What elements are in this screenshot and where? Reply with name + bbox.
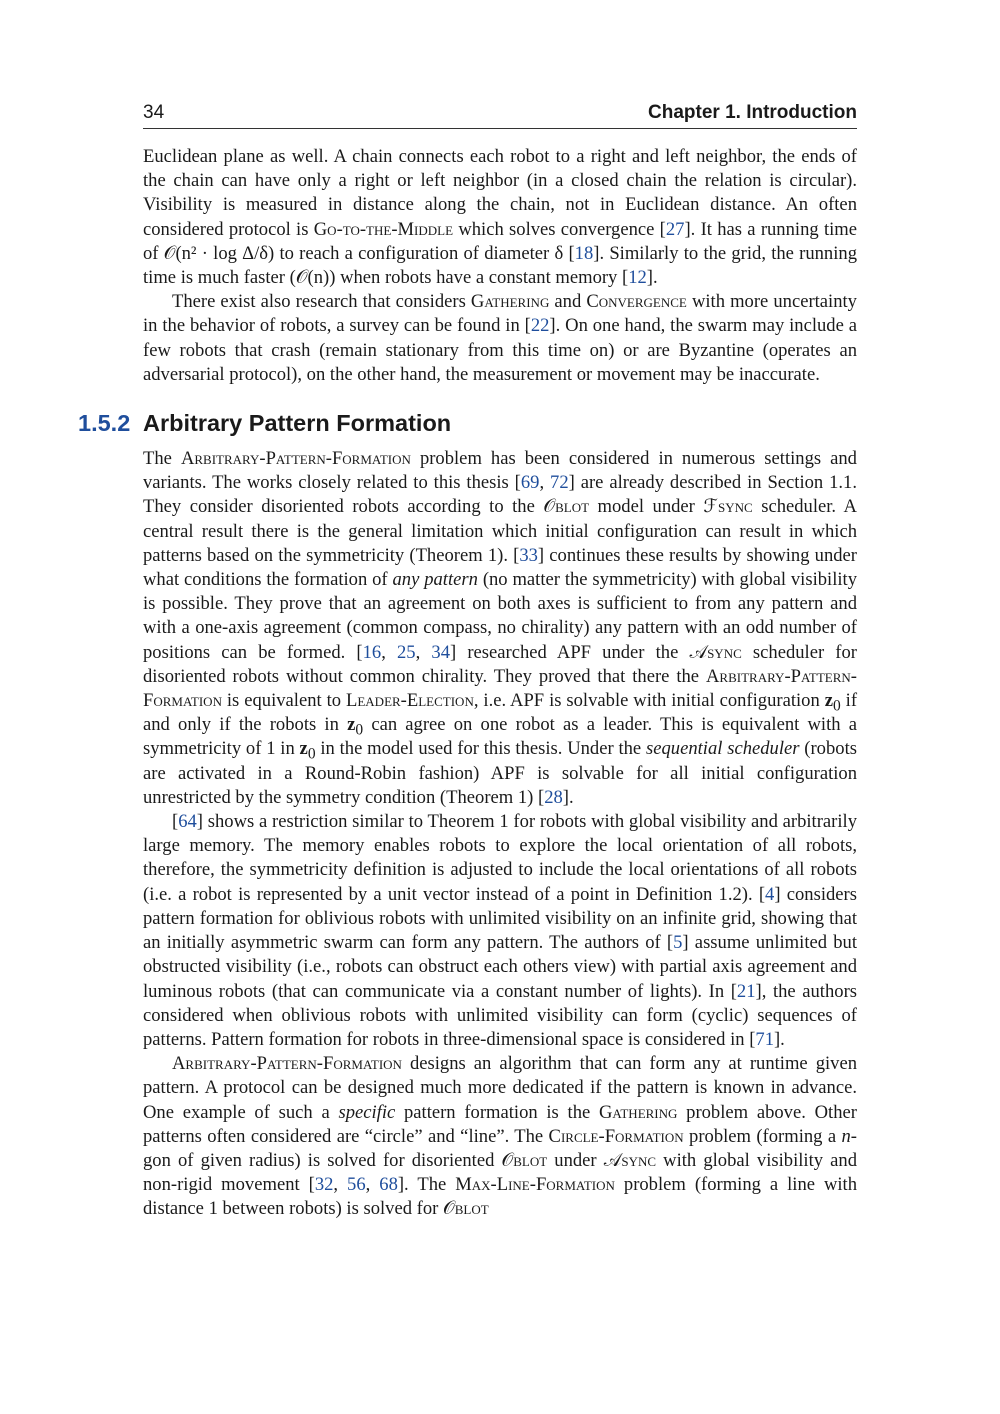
section-heading: [78, 409, 857, 437]
citation-link[interactable]: 5: [673, 932, 683, 954]
paragraph-apf-intro: The Arbitrary-Pattern-Formation problem has been considered in numerous settings and variants. The works closely related to this thesis [69, 72] are already described in Section 1.1. They consider disoriented robots according to the 𝒪blot model under ℱsync scheduler. A central result there is the general limitation which initial configuration can result in which patterns based on the symmetricity (Theorem 1). [33] continues these results by showing under what conditions the formation of any pattern (no matter the symmetricity) with global visibility is possible. They prove that an agreement on both axes is sufficient to from any pattern and with a one-axis agreement (common compass, no chirality) any pattern with an odd number of positions can be formed. [16, 25, 34] researched APF under the 𝒜sync scheduler for disoriented robots without common chirality. They proved that there the Arbitrary-Pattern-Formation is equivalent to Leader-Election, i.e. APF is solvable with initial configuration $z_0$ if and only if the robots in $z_0$ can agree on one robot as a leader. This is equivalent with a symmetricity of 1 in $z_0$ in the model used for this thesis. Under the sequential scheduler (robots are activated in a Round-Robin fashion) APF is solvable for all initial configuration unrestricted by the symmetry condition (Theorem 1) [28].: [143, 448, 858, 808]
citation-link[interactable]: 4: [765, 883, 775, 905]
paragraph-specific-patterns: Arbitrary-Pattern-Formation designs an algorithm that can form any at runtime given pattern. A protocol can be designed much more dedicated if the pattern is known in advance. One example of such a specific pattern formation is the Gathering problem above. Other patterns often considered are “circle” and “line”. The Circle-Formation problem (forming a n-gon of given radius) is solved for disoriented 𝒪blot under 𝒜sync with global visibility and non-rigid movement [32, 56, 68]. The Max-Line-Formation problem (forming a line with distance 1 between robots) is solved for 𝒪blot: [143, 1053, 858, 1220]
citation-link[interactable]: 33: [519, 544, 538, 566]
citation-link[interactable]: 16: [362, 641, 382, 663]
citation-link[interactable]: 56: [347, 1174, 366, 1196]
paragraph-memory-restriction: [64] shows a restriction similar to Theorem 1 for robots with global visibility and arbitrarily large memory. The memory enables robots to explore the local orientation of all robots, therefore, the symmetricity definition is adjusted to include the local orientations of all robots (i.e. a robot is represented by a unit vector instead of a point in Definition 1.2). [4] considers pattern formation for oblivious robots with unlimited visibility on an infinite grid, showing that an initially asymmetric swarm can form any pattern. The authors of [5] assume unlimited but obstructed visibility (i.e., robots can obstruct each others view) with partial axis agreement and luminous robots (that can communicate via a constant number of lights). In [21], the authors considered when oblivious robots with unlimited visibility can form (cyclic) sequences of patterns. Pattern formation for robots in three-dimensional space is considered in [71].: [143, 811, 858, 1050]
paragraph-uncertainty: There exist also research that considers Gathering and Convergence with more uncertainty in the behavior of robots, a survey can be found in [22]. On one hand, the swarm may include a few robots that crash (remain stationary from this time on) or are Byzantine (operates an adversarial protocol), on the other hand, the measurement or movement may be inaccurate.: [143, 291, 858, 385]
citation-link[interactable]: 68: [379, 1174, 398, 1196]
citation-link[interactable]: 34: [431, 641, 450, 663]
section-title: Arbitrary Pattern Formation: [143, 410, 452, 437]
citation-link[interactable]: 72: [550, 472, 569, 494]
citation-link[interactable]: 28: [544, 786, 563, 808]
citation-link[interactable]: 25: [397, 641, 416, 663]
citation-link[interactable]: 22: [530, 315, 550, 337]
paragraph-chain-protocol: Euclidean plane as well. A chain connects each robot to a right and left neighbor, the ends of the chain can have only a right or left neighbor (in a closed chain the relation is circular). Visibility is measured in distance along the chain, not in Euclidean distance. An often considered protocol is Go-to-the-Middle which solves convergence [27]. It has a running time of 𝒪(n² · log Δ/δ) to reach a configuration of diameter δ [18]. Similarly to the grid, the running time is much faster (𝒪(n)) when robots have a constant memory [12].: [143, 146, 857, 289]
citation-link[interactable]: 32: [314, 1174, 334, 1196]
citation-link[interactable]: 12: [628, 267, 647, 289]
citation-link[interactable]: 21: [736, 980, 756, 1002]
citation-link[interactable]: 27: [665, 218, 685, 240]
citation-link[interactable]: 71: [755, 1028, 774, 1050]
section-number: 1.5.2: [78, 410, 131, 437]
citation-link[interactable]: 18: [574, 242, 594, 264]
page-body: [78, 145, 858, 1222]
chapter-title: Chapter 1. Introduction: [648, 102, 857, 123]
page-number: 34: [143, 102, 165, 123]
citation-link[interactable]: 64: [178, 811, 197, 833]
running-time-formula: 𝒪(n² · log Δ/δ): [163, 242, 275, 264]
running-header: [143, 100, 857, 129]
citation-link[interactable]: 69: [520, 472, 540, 494]
